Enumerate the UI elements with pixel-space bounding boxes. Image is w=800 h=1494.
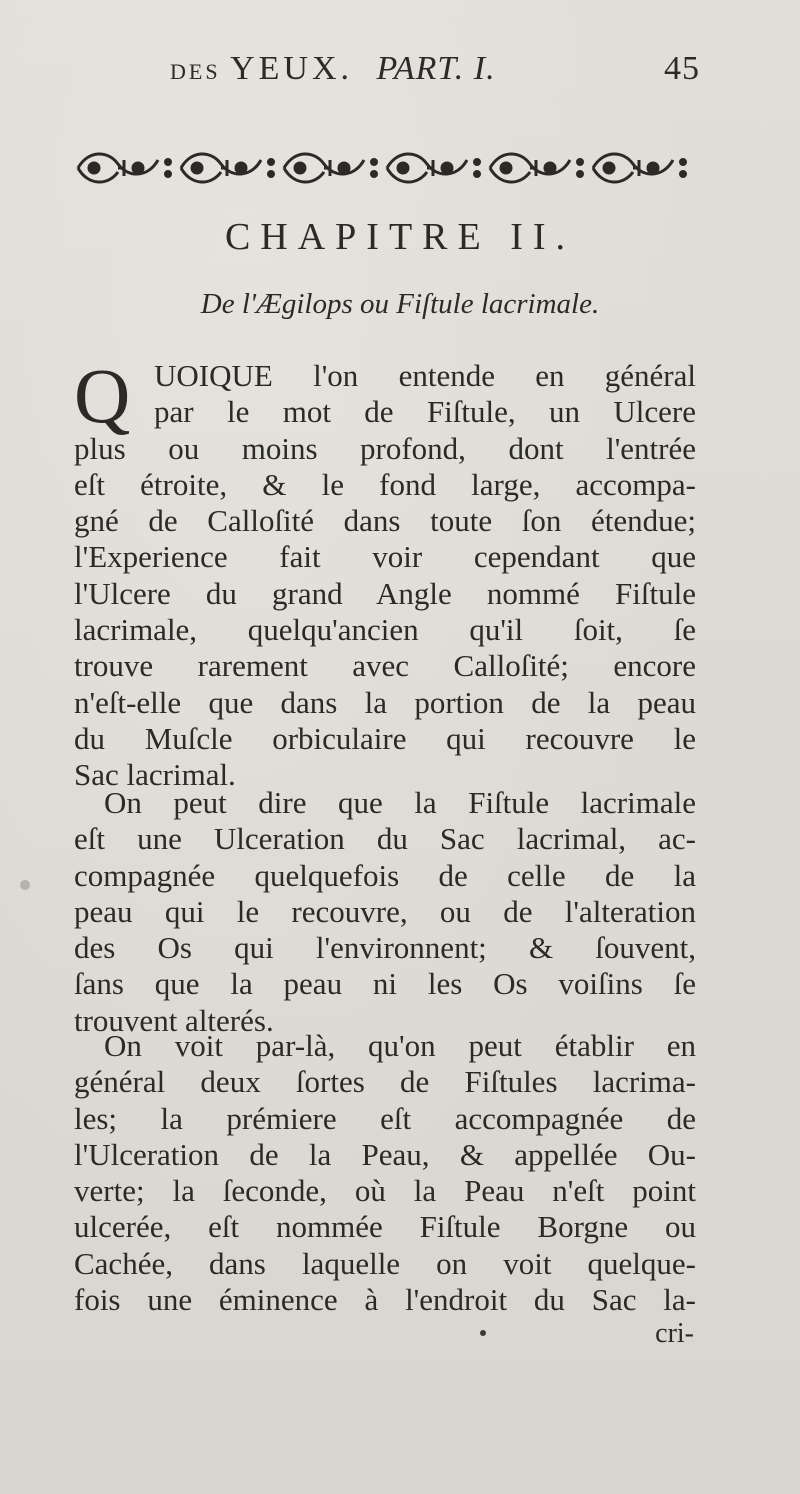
text-line: ſans que la peau ni les Os voiſins ſe bbox=[74, 966, 696, 1002]
text-line: UOIQUE l'on entende en général bbox=[154, 358, 696, 393]
text-line: Sac lacrimal. bbox=[74, 757, 236, 793]
text-line: trouve rarement avec Calloſité; encore bbox=[74, 648, 696, 684]
text-line: l'Experience fait voir cependant que bbox=[74, 539, 696, 575]
text-line: verte; la ſeconde, où la Peau n'eſt point bbox=[74, 1173, 696, 1209]
floral-band-ornament-icon bbox=[74, 146, 694, 190]
text-line: ulcerée, eſt nommée Fiſtule Borgne ou bbox=[74, 1209, 696, 1245]
text-line: général deux ſortes de Fiſtules lacrima- bbox=[74, 1064, 696, 1100]
text-line: par le mot de Fiſtule, un Ulcere bbox=[154, 394, 696, 430]
text-line: plus ou moins profond, dont l'entrée bbox=[74, 430, 696, 466]
running-title bbox=[170, 50, 496, 88]
text-line: trouvent alterés. bbox=[74, 1002, 274, 1038]
running-title-des: DES bbox=[170, 59, 221, 84]
paragraph-1 bbox=[74, 352, 696, 794]
paragraph-3 bbox=[74, 1028, 696, 1318]
text-line: l'Ulcere du grand Angle nommé Fiſtule bbox=[74, 575, 696, 611]
catchword: cri- bbox=[655, 1318, 694, 1349]
chapter-title: CHAPITRE II. bbox=[224, 216, 576, 258]
paragraph-2 bbox=[74, 785, 696, 1039]
text-line: des Os qui l'environnent; & ſouvent, bbox=[74, 930, 696, 966]
text-line: compagnée quelquefois de celle de la bbox=[74, 857, 696, 893]
text-line: fois une éminence à l'endroit du Sac la- bbox=[74, 1282, 696, 1318]
text-line: n'eſt-elle que dans la portion de la peau bbox=[74, 684, 696, 720]
text-line: les; la prémiere eſt accompagnée de bbox=[74, 1100, 696, 1136]
text-line: eſt une Ulceration du Sac lacrimal, ac- bbox=[74, 821, 696, 857]
text-line: eſt étroite, & le fond large, accompa- bbox=[74, 466, 696, 502]
ink-blot bbox=[20, 880, 30, 890]
text-line: On voit par-là, qu'on peut établir en bbox=[104, 1028, 696, 1063]
text-line: lacrimale, quelqu'ancien qu'il ſoit, ſe bbox=[74, 612, 696, 648]
chapter-subtitle: De l'Ægilops ou Fiſtule lacrimale. bbox=[200, 288, 600, 320]
text-line: On peut dire que la Fiſtule lacrimale bbox=[104, 785, 696, 820]
text-line: l'Ulceration de la Peau, & appellée Ou- bbox=[74, 1136, 696, 1172]
text-line: du Muſcle orbiculaire qui recouvre le bbox=[74, 720, 696, 756]
printer-mark bbox=[480, 1330, 486, 1336]
running-title-yeux: YEUX. bbox=[230, 50, 353, 87]
text-line: peau qui le recouvre, ou de l'alteration bbox=[74, 893, 696, 929]
running-title-part: PART. I. bbox=[376, 50, 496, 87]
drop-cap: Q bbox=[74, 352, 131, 439]
page-number: 45 bbox=[664, 50, 700, 87]
text-line: gné de Calloſité dans toute ſon étendue; bbox=[74, 503, 696, 539]
running-header bbox=[170, 50, 700, 96]
text-line: Cachée, dans laquelle on voit quelque- bbox=[74, 1245, 696, 1281]
